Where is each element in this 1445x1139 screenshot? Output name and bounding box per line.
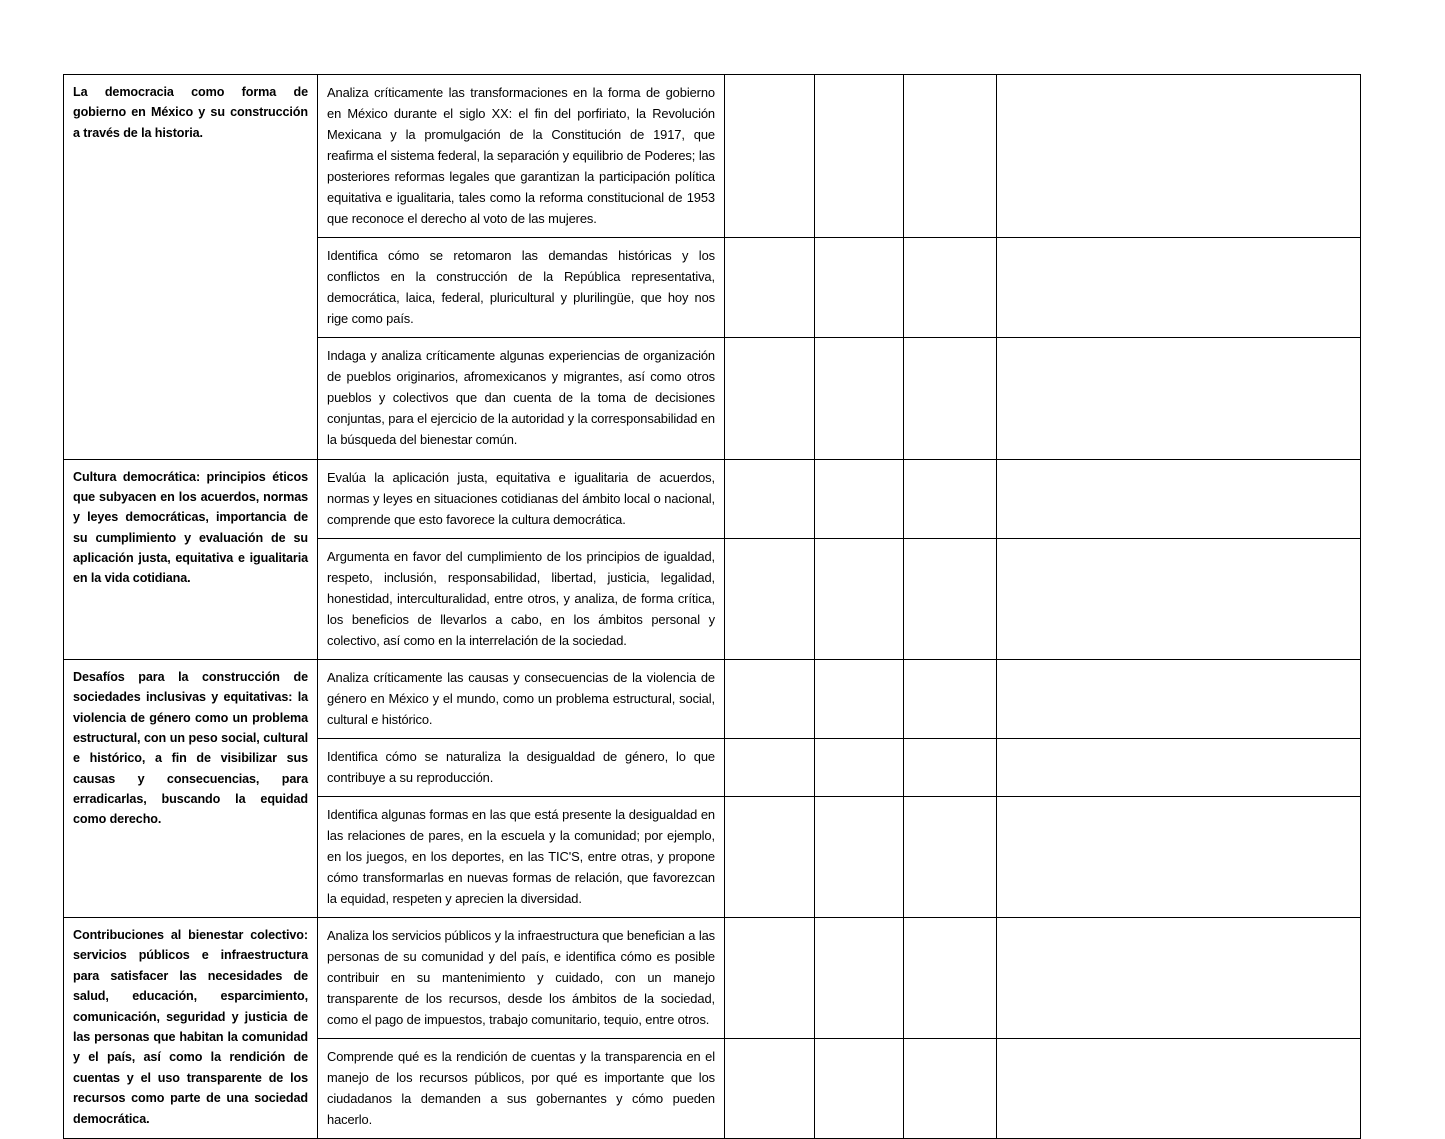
empty-cell-col_b[interactable]	[815, 538, 904, 659]
process-cell-cultura-democratica-1	[318, 459, 725, 538]
content-cell-cultura-democratica	[64, 459, 318, 659]
empty-cell-col_c[interactable]	[904, 75, 997, 238]
empty-cell-col_a[interactable]	[725, 459, 815, 538]
table-body	[64, 75, 1361, 1139]
empty-cell-col_a[interactable]	[725, 738, 815, 796]
curriculum-table-wrapper	[63, 74, 1360, 1139]
empty-cell-col_b[interactable]	[815, 918, 904, 1039]
empty-cell-col_b[interactable]	[815, 75, 904, 238]
empty-cell-col_d[interactable]	[997, 1039, 1361, 1139]
table-row	[64, 459, 1361, 538]
empty-cell-col_d[interactable]	[997, 75, 1361, 238]
empty-cell-col_b[interactable]	[815, 238, 904, 338]
empty-cell-col_c[interactable]	[904, 459, 997, 538]
empty-cell-col_b[interactable]	[815, 1039, 904, 1139]
empty-cell-col_a[interactable]	[725, 238, 815, 338]
process-cell-desafios-2	[318, 738, 725, 796]
empty-cell-col_a[interactable]	[725, 338, 815, 459]
empty-cell-col_a[interactable]	[725, 1039, 815, 1139]
empty-cell-col_d[interactable]	[997, 738, 1361, 796]
process-cell-contribuciones-2	[318, 1039, 725, 1139]
process-text: Identifica cómo se retomaron las demandas históricas y los conflictos en la construcción de la República representativa, democrática, laica, federal, pluricultural y plurilingüe, que hoy nos rige como país.	[327, 248, 715, 327]
process-text: Identifica cómo se naturaliza la desigualdad de género, lo que contribuye a su reproducción.	[327, 748, 715, 785]
process-text: Identifica algunas formas en las que está presente la desigualdad en las relaciones de pares, en la escuela y la comunidad; por ejemplo, en los juegos, en los deportes, en las TIC'S, entre otras, y propone cómo transformarlas en nuevas formas de relación, que favorezcan la equidad, respeten y aprecien la diversidad.	[327, 806, 715, 907]
empty-cell-col_d[interactable]	[997, 918, 1361, 1039]
empty-cell-col_c[interactable]	[904, 538, 997, 659]
process-cell-democracia-2	[318, 238, 725, 338]
empty-cell-col_b[interactable]	[815, 738, 904, 796]
empty-cell-col_c[interactable]	[904, 918, 997, 1039]
process-cell-contribuciones-1	[318, 918, 725, 1039]
empty-cell-col_c[interactable]	[904, 659, 997, 738]
process-cell-desafios-3	[318, 796, 725, 917]
process-text: Indaga y analiza críticamente algunas experiencias de organización de pueblos originarios, afromexicanos y migrantes, así como otros pueblos y colectivos que dan cuenta de la toma de decisiones conjuntas, para el ejercicio de la autoridad y la corresponsabilidad en la búsqueda del bienestar común.	[327, 348, 715, 448]
empty-cell-col_a[interactable]	[725, 538, 815, 659]
process-text: Evalúa la aplicación justa, equitativa e igualitaria de acuerdos, normas y leyes en situaciones cotidianas del ámbito local o nacional, comprende que esto favorece la cultura democrática.	[327, 469, 715, 527]
empty-cell-col_b[interactable]	[815, 459, 904, 538]
empty-cell-col_b[interactable]	[815, 659, 904, 738]
empty-cell-col_b[interactable]	[815, 796, 904, 917]
process-cell-desafios-1	[318, 659, 725, 738]
table-row	[64, 659, 1361, 738]
content-text: La democracia como forma de gobierno en México y su construcción a través de la historia.	[73, 85, 308, 140]
process-text: Analiza críticamente las causas y consecuencias de la violencia de género en México y el mundo, como un problema estructural, social, cultural e histórico.	[327, 669, 715, 727]
empty-cell-col_a[interactable]	[725, 796, 815, 917]
content-cell-desafios	[64, 659, 318, 917]
process-text: Analiza críticamente las transformaciones en la forma de gobierno en México durante el siglo XX: el fin del porfiriato, la Revolución Mexicana y la promulgación de la Constitución de 1917, que reafirma el sistema federal, la separación y equilibrio de Poderes; las posteriores reformas legales que garantizan la participación política equitativa e igualitaria, tales como la reforma constitucional de 1953 que reconoce el derecho al voto de las mujeres.	[327, 85, 715, 227]
process-cell-democracia-3	[318, 338, 725, 459]
content-cell-democracia	[64, 75, 318, 460]
process-cell-cultura-democratica-2	[318, 538, 725, 659]
empty-cell-col_c[interactable]	[904, 738, 997, 796]
table-row	[64, 75, 1361, 238]
content-text: Desafíos para la construcción de sociedades inclusivas y equitativas: la violencia de género como un problema estructural, con un peso social, cultural e histórico, a fin de visibilizar sus causas y consecuencias, para erradicarlas, buscando la equidad como derecho.	[73, 669, 308, 827]
content-text: Contribuciones al bienestar colectivo: servicios públicos e infraestructura para satisfacer las necesidades de salud, educación, esparcimiento, comunicación, seguridad y justicia de las personas que habitan la comunidad y el país, así como la rendición de cuentas y el uso transparente de los recursos como parte de una sociedad democrática.	[73, 928, 308, 1126]
empty-cell-col_d[interactable]	[997, 538, 1361, 659]
empty-cell-col_a[interactable]	[725, 659, 815, 738]
table-row	[64, 918, 1361, 1039]
empty-cell-col_c[interactable]	[904, 338, 997, 459]
empty-cell-col_d[interactable]	[997, 659, 1361, 738]
process-text: Analiza los servicios públicos y la infraestructura que benefician a las personas de su comunidad y del país, e identifica cómo es posible contribuir en su mantenimiento y cuidado, con un manejo transparente de los recursos, desde los ámbitos de la sociedad, como el pago de impuestos, trabajo comunitario, tequio, entre otros.	[327, 928, 715, 1028]
content-text: Cultura democrática: principios éticos que subyacen en los acuerdos, normas y leyes democráticas, importancia de su cumplimiento y evaluación de su aplicación justa, equitativa e igualitaria en la vida cotidiana.	[73, 469, 308, 586]
process-text: Comprende qué es la rendición de cuentas y la transparencia en el manejo de los recursos públicos, por qué es importante que los ciudadanos la demanden a sus gobernantes y cómo pueden hacerlo.	[327, 1049, 715, 1128]
empty-cell-col_c[interactable]	[904, 1039, 997, 1139]
empty-cell-col_d[interactable]	[997, 796, 1361, 917]
empty-cell-col_d[interactable]	[997, 238, 1361, 338]
empty-cell-col_d[interactable]	[997, 338, 1361, 459]
empty-cell-col_c[interactable]	[904, 796, 997, 917]
content-cell-contribuciones	[64, 918, 318, 1139]
empty-cell-col_a[interactable]	[725, 918, 815, 1039]
empty-cell-col_b[interactable]	[815, 338, 904, 459]
process-text: Argumenta en favor del cumplimiento de los principios de igualdad, respeto, inclusión, responsabilidad, libertad, justicia, legalidad, honestidad, interculturalidad, entre otros, y analiza, de forma crítica, los beneficios de llevarlos a cabo, en los ámbitos personal y colectivo, así como en la interrelación de la sociedad.	[327, 548, 715, 648]
curriculum-table	[63, 74, 1361, 1139]
empty-cell-col_d[interactable]	[997, 459, 1361, 538]
empty-cell-col_c[interactable]	[904, 238, 997, 338]
process-cell-democracia-1	[318, 75, 725, 238]
empty-cell-col_a[interactable]	[725, 75, 815, 238]
